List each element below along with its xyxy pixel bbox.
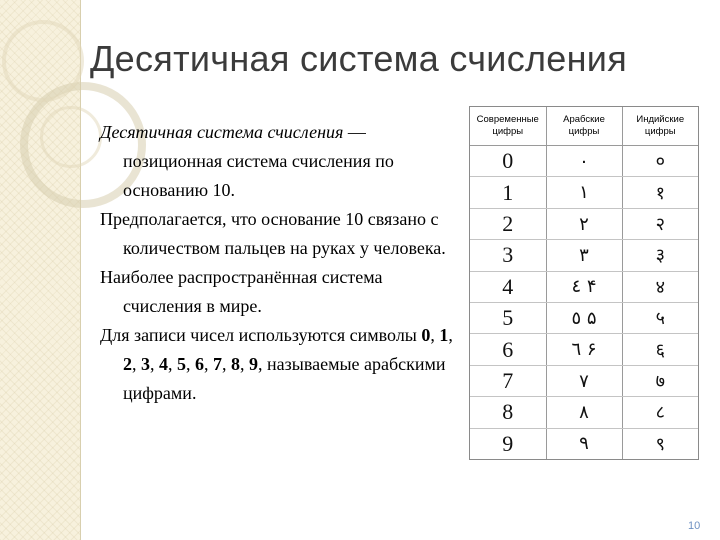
modern-digit-cell: 2 xyxy=(470,208,546,239)
table-row xyxy=(470,334,698,365)
arabic-digit-cell: ٠ xyxy=(546,146,622,177)
digit-symbol: 7 xyxy=(213,354,222,374)
sidebar-divider xyxy=(80,0,81,540)
indian-digit-cell: ९ xyxy=(655,433,665,455)
table-row xyxy=(470,397,698,428)
header-arabic-digits: Арабские цифры xyxy=(546,107,622,146)
definition-text: — позиционная система счисления по основанию 10. xyxy=(123,122,394,200)
indian-digit-cell: ० xyxy=(622,146,698,177)
table-row xyxy=(470,240,698,271)
paragraph-popularity: Наиболее распространённая система счисления в мире. xyxy=(100,267,383,316)
digits-table xyxy=(469,106,699,460)
arabic-digit-cell: ٢ xyxy=(546,208,622,239)
indian-digit-cell: २ xyxy=(622,208,698,239)
table-row xyxy=(470,146,698,177)
header-indian-digits: Индийские цифры xyxy=(622,107,698,146)
arabic-digit-cell: ٧ xyxy=(546,365,622,396)
table-row xyxy=(470,428,698,459)
modern-digit-cell: 8 xyxy=(470,397,546,428)
digit-symbol: 3 xyxy=(141,354,150,374)
arabic-digit-cell: ٨ xyxy=(546,397,622,428)
page-number: 10 xyxy=(688,520,701,532)
table-body xyxy=(470,146,698,460)
digit-symbol: 2 xyxy=(123,354,132,374)
table-row xyxy=(470,271,698,302)
decorative-ring-icon xyxy=(2,20,84,102)
digit-symbol: 8 xyxy=(231,354,240,374)
table-row xyxy=(470,365,698,396)
digit-symbol: 4 xyxy=(159,354,168,374)
table-row xyxy=(470,177,698,208)
modern-digit-cell: 7 xyxy=(470,365,546,396)
slide-body xyxy=(100,118,455,408)
header-modern-digits: Современные цифры xyxy=(470,107,546,146)
symbols-list: 0, 1, 2, 3, 4, 5, 6, 7, 8, 9 xyxy=(123,325,453,374)
arabic-digit-cell: ٩ xyxy=(546,428,622,459)
symbols-prefix: Для записи чисел используются символы xyxy=(100,325,422,345)
digit-symbol: 6 xyxy=(195,354,204,374)
arabic-digit-cell: ٣ xyxy=(546,240,622,271)
arabic-digit-cell: ٦ ۶ xyxy=(546,334,622,365)
symbols-suffix: , называемые арабскими цифрами. xyxy=(123,354,446,403)
digit-symbol: 1 xyxy=(439,325,449,345)
indian-digit-cell: ३ xyxy=(622,240,698,271)
indian-digit-cell: ४ xyxy=(622,271,698,302)
digit-symbol: 5 xyxy=(177,354,186,374)
arabic-digit-cell: ١ xyxy=(546,177,622,208)
indian-digit-cell: ५ xyxy=(622,303,698,334)
definition-term: Десятичная система счисления xyxy=(100,122,344,142)
slide-title: Десятичная система счисления xyxy=(90,38,628,79)
decorative-ring-icon xyxy=(40,106,102,168)
paragraph-origin: Предполагается, что основание 10 связано с количеством пальцев на руках у человека. xyxy=(100,209,446,258)
indian-digit-cell: ८ xyxy=(622,397,698,428)
modern-digit-cell: 5 xyxy=(470,303,546,334)
table-row xyxy=(470,303,698,334)
paragraph-definition xyxy=(100,118,455,205)
modern-digit-cell: 3 xyxy=(470,240,546,271)
arabic-digit-cell: ٤ ۴ xyxy=(546,271,622,302)
indian-digit-cell: ६ xyxy=(622,334,698,365)
digit-symbol: 0 xyxy=(421,325,431,345)
modern-digit-cell: 9 xyxy=(470,428,546,459)
table-row xyxy=(470,208,698,239)
modern-digit-cell: 0 xyxy=(470,146,546,177)
arabic-digit-cell: ٥ ۵ xyxy=(546,303,622,334)
digit-symbol: 9 xyxy=(249,354,258,374)
modern-digit-cell: 6 xyxy=(470,334,546,365)
modern-digit-cell: 1 xyxy=(470,177,546,208)
table-header-row xyxy=(470,107,698,146)
paragraph-symbols xyxy=(100,321,455,408)
indian-digit-cell: १ xyxy=(622,177,698,208)
indian-digit-cell: ७ xyxy=(622,365,698,396)
modern-digit-cell: 4 xyxy=(470,271,546,302)
